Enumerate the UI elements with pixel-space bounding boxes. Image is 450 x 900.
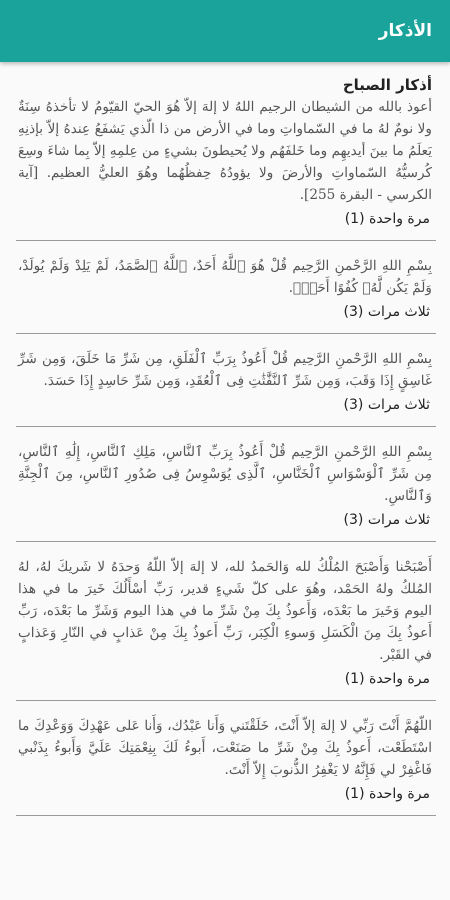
zikr-count: مرة واحدة (1) <box>344 786 430 802</box>
zikr-item <box>16 348 436 427</box>
zikr-count: مرة واحدة (1) <box>344 211 430 227</box>
zikr-text: بِسْمِ اللهِ الرَّحْمنِ الرَّحِيم قُلْ أَعُوذُ بِرَبِّ ٱلْفَلَقِ، مِن شَرِّ مَا خَلَقَ، وَمِن شَرِّ غَاسِقٍ إِذَا وَقَبَ، وَمِن شَرِّ ٱلنَّفَّٰثَٰتِ فِى ٱلْعُقَدِ، وَمِن شَرِّ حَاسِدٍ إِذَا حَسَدَ. <box>18 351 432 389</box>
zikr-text: بِسْمِ اللهِ الرَّحْمنِ الرَّحِيم قُلْ هُوَ ٱللَّهُ أَحَدٌ، ٱللَّهُ ٱلصَّمَدُ، لَمْ يَلِدْ وَلَمْ يُولَدْ، وَلَمْ يَكُن لَّهُۥ كُفُوًا أَحَدٌۢ. <box>18 258 432 296</box>
section-title: أذكار الصباح <box>342 76 432 94</box>
zikr-text: أَصْبَحْنا وَأَصْبَحَ المُلْكُ لله وَالحَمدُ لله، لا إلهَ إلاّ اللّهُ وَحدَهُ لا شَريكَ لهُ، لهُ المُلكُ ولهُ الحَمْد، وهُوَ على كلّ شَيءٍ قدير، رَبِّ أسْأَلُكَ خَيرَ ما في هذا اليوم وَخَيرَ ما بَعْدَه، وَأَعوذُ بِكَ مِنْ شَرِّ ما في هذا اليوم وَشَرِّ ما بَعْدَه، رَبِّ أَعوذُ بِكَ مِنَ الْكَسَلِ وَسوءِ الْكِبَر، رَبِّ أَعوذُ بِكَ مِنْ عَذابٍ في النّارِ وَعَذابٍ في القَبْر. <box>18 559 432 663</box>
zikr-item <box>16 715 436 816</box>
zikr-count: ثلاث مرات (3) <box>343 397 430 413</box>
zikr-text: اللّهُمَّ أَنْتَ رَبِّي لا إلهَ إلاّ أَنْتَ، خَلَقْتَني وَأَنا عَبْدُك، وَأَنا عَلى عَهْدِكَ وَوَعْدِكَ ما اسْتَطَعْت، أَعوذُ بِكَ مِنْ شَرِّ ما صَنَعْت، أَبوءُ لَكَ بِنِعْمَتِكَ عَلَيَّ وَأَبوءُ بِذَنْبي فَاغْفِرْ لي فَإِنَّهُ لا يَغْفِرُ الذُّنوبَ إِلاّ أَنْتَ. <box>18 718 432 778</box>
zikr-text: أعوذ بالله من الشيطان الرجيم اللهُ لا إلهَ إلاّ هُوَ الحيّ القيّومُ لا تأخذهُ سِنَةٌ ولا نومٌ لهُ ما في السّماواتِ وما في الأرض من ذا الّذي يَشفَعُ عِندهُ إلاّ بإذنِهِ يَعلَمُ ما بينَ أيديهِم وما خَلفَهُم ولا يُحيطونَ بشيءٍ من عِلمِهِ إلاّ بِما شاءَ وسِعَ كُرسيُّهُ السّماواتِ والأرضَ ولا يؤودُهُ حِفظُهُما وهُوَ العليُّ العظيم. [آية الكرسي - البقرة 255]. <box>18 99 432 203</box>
zikr-item <box>16 556 436 701</box>
zikr-text: بِسْمِ اللهِ الرَّحْمنِ الرَّحِيم قُلْ أَعُوذُ بِرَبِّ ٱلنَّاسِ، مَلِكِ ٱلنَّاسِ، إِلَٰهِ ٱلنَّاسِ، مِن شَرِّ ٱلْوَسْوَاسِ ٱلْخَنَّاسِ، ٱلَّذِى يُوَسْوِسُ فِى صُدُورِ ٱلنَّاسِ، مِنَ ٱلْجِنَّةِ وَٱلنَّاسِ. <box>18 444 432 504</box>
zikr-item <box>16 441 436 542</box>
azkar-list[interactable] <box>0 62 450 900</box>
zikr-item <box>16 96 436 241</box>
zikr-count: ثلاث مرات (3) <box>343 512 430 528</box>
zikr-item <box>16 255 436 334</box>
zikr-count: مرة واحدة (1) <box>344 671 430 687</box>
zikr-count: ثلاث مرات (3) <box>343 304 430 320</box>
app-bar <box>0 0 450 62</box>
app-title: الأذكار <box>378 21 432 41</box>
